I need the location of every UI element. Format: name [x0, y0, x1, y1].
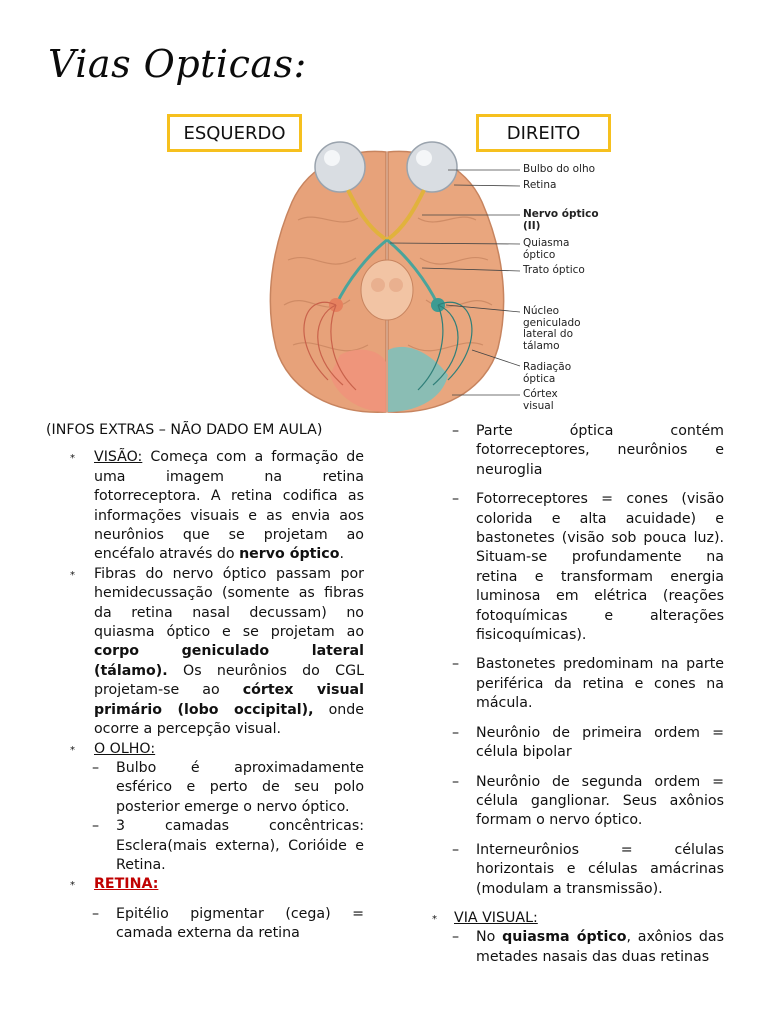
- left-side-label: ESQUERDO: [167, 114, 302, 152]
- retina-label: RETINA:: [94, 876, 159, 893]
- retina-subitem-text: Epitélio pigmentar (cega) = camada externa da retina: [116, 905, 364, 942]
- list-item: [430, 841, 724, 899]
- list-item-visao: [46, 448, 364, 564]
- list-item: [430, 655, 724, 713]
- label-eyeball: Bulbo do olho: [523, 163, 596, 175]
- brain-visual-pathway-figure: [258, 140, 603, 415]
- list-item: [430, 724, 724, 763]
- bullet-dash: –: [452, 841, 460, 858]
- bullet-star: *: [70, 569, 75, 581]
- olho-label: O OLHO:: [94, 740, 156, 757]
- right-side-label: DIREITO: [476, 114, 611, 152]
- olho-subitem: [46, 817, 364, 875]
- fibras-bold-cortex: córtex visual primário (lobo occipital),: [94, 682, 364, 718]
- bullet-star: *: [70, 744, 75, 756]
- right-column: [430, 422, 724, 967]
- list-item-text: Parte óptica contém fotorreceptores, neurônios e neuroglia: [476, 423, 724, 478]
- list-item-text: Neurônio de segunda ordem = célula ganglionar. Seus axônios formam o nervo óptico.: [476, 773, 724, 829]
- olho-subitem: [46, 759, 364, 817]
- bullet-dash: –: [452, 724, 460, 741]
- bullet-dash: –: [92, 759, 100, 776]
- bullet-dash: –: [452, 929, 460, 946]
- list-item: [430, 422, 724, 480]
- page-title: Vias Opticas:: [48, 42, 307, 86]
- list-item: [430, 773, 724, 831]
- via-visual-label: VIA VISUAL:: [454, 909, 538, 926]
- bullet-dash: –: [452, 656, 460, 673]
- list-item-retina: [46, 875, 364, 894]
- via-bold: quiasma óptico: [502, 929, 627, 946]
- bullet-star: *: [70, 453, 75, 465]
- bullet-dash: –: [452, 491, 460, 508]
- label-lateral-geniculate-nucleus: Núcleo geniculado lateral do tálamo: [523, 305, 581, 352]
- bullet-dash: –: [452, 423, 460, 439]
- list-item-fibras: [46, 565, 364, 740]
- list-item-text: Interneurônios = células horizontais e células amácrinas (modulam a transmissão).: [476, 841, 724, 897]
- bullet-star: *: [432, 913, 437, 925]
- label-optic-nerve: Nervo óptico (II): [523, 208, 599, 232]
- visao-text: Começa com a formação de uma imagem na retina fotorreceptora. A retina codifica as informações visuais e as envia aos neurônios que se projetam ao encéfalo através do: [94, 449, 364, 563]
- label-visual-cortex: Córtex visual: [523, 388, 558, 412]
- olho-subitem-text: 3 camadas concêntricas: Esclera(mais externa), Corióide e Retina.: [116, 818, 364, 873]
- left-column: [46, 421, 364, 944]
- fibras-mid: Os neurônios do CGL projetam-se ao: [94, 662, 364, 699]
- visao-bold: nervo óptico: [239, 546, 340, 563]
- fibras-bold-cgl: corpo geniculado lateral (tálamo).: [94, 643, 364, 679]
- bullet-dash: –: [92, 905, 100, 922]
- via-visual-subitem: [430, 928, 724, 967]
- via-post: , axônios das metades nasais das duas retinas: [476, 929, 724, 965]
- bullet-dash: –: [452, 773, 460, 790]
- list-item-olho: [46, 740, 364, 759]
- list-item-via-visual: [430, 909, 724, 928]
- label-optic-chiasm: Quiasma óptico: [523, 237, 570, 261]
- label-optic-tract: Trato óptico: [523, 264, 585, 276]
- retina-subitem: [46, 905, 364, 944]
- list-item-text: Neurônio de primeira ordem = célula bipolar: [476, 724, 724, 761]
- olho-subitem-text: Bulbo é aproximadamente esférico e perto de seu polo posterior emerge o nervo óptico.: [116, 759, 364, 815]
- visao-label: VISÃO:: [94, 449, 143, 466]
- via-pre: No: [476, 929, 503, 946]
- fibras-text: Fibras do nervo óptico passam por hemidecussação (somente as fibras da retina nasal decussam) no quiasma óptico e se projetam ao: [94, 565, 364, 641]
- list-item-text: Bastonetes predominam na parte periférica da retina e cones na mácula.: [476, 656, 724, 712]
- bullet-star: *: [70, 880, 75, 892]
- visao-end: .: [339, 546, 344, 563]
- list-item: [430, 490, 724, 645]
- bullet-dash: –: [92, 818, 100, 835]
- extra-info-note: (INFOS EXTRAS – NÃO DADO EM AULA): [46, 422, 323, 438]
- label-retina: Retina: [523, 179, 557, 191]
- list-item-text: Fotorreceptores = cones (visão colorida e alta acuidade) e bastonetes (visão sob pouca luz). Situam-se profundamente na retina e transformam energia luminosa em elétrica (reações fotoquímicas e alterações fisicoquímicas).: [476, 491, 724, 644]
- label-optic-radiation: Radiação óptica: [523, 361, 572, 385]
- fibras-end: onde ocorre a percepção visual.: [94, 701, 364, 738]
